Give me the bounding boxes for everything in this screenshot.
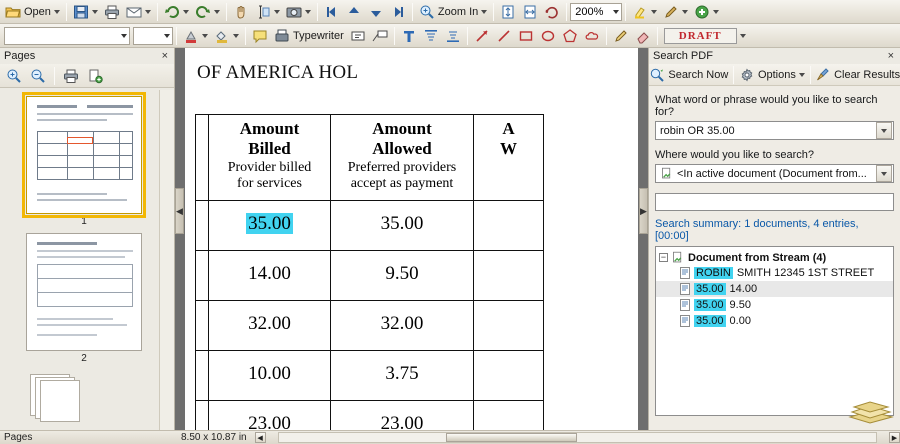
broom-icon (815, 67, 831, 83)
toolbar-separator (467, 27, 468, 45)
pencil-tool-button[interactable] (610, 26, 632, 46)
thumbnail-number: 1 (81, 216, 87, 227)
gear-icon (739, 67, 755, 83)
first-page-icon (324, 4, 340, 20)
redo-button[interactable] (192, 2, 223, 22)
table-row (196, 401, 544, 430)
scope-dropdown-button[interactable] (876, 165, 892, 182)
chevron-down-icon[interactable] (274, 10, 280, 14)
search-summary: Search summary: 1 documents, 4 entries, [00:00] (655, 218, 859, 242)
page-icon (680, 283, 690, 295)
toolbar-separator (733, 66, 734, 84)
line-icon (496, 28, 512, 44)
cell-amount-allowed: 9.50 (331, 251, 474, 301)
hand-tool-button[interactable] (230, 2, 252, 22)
search-panel (648, 48, 900, 430)
chevron-down-icon[interactable] (481, 10, 487, 14)
magnifier-plus-icon (6, 68, 22, 84)
query-label: What word or phrase would you like to search for? (655, 94, 878, 118)
search-result-item[interactable] (656, 297, 893, 313)
header-amount-allowed-line2: Allowed (372, 138, 432, 158)
speech-bubble-icon (252, 28, 268, 44)
chevron-down-icon[interactable] (145, 10, 151, 14)
page-icon (680, 315, 690, 327)
cell-third (474, 301, 544, 351)
undo-icon (164, 4, 180, 20)
highlighter-icon (632, 4, 648, 20)
search-result-item[interactable] (656, 281, 893, 297)
row-label-cell (196, 301, 209, 351)
toolbar-separator (657, 27, 658, 45)
chevron-down-icon (881, 172, 887, 176)
cell-amount-billed: 10.00 (209, 351, 331, 401)
select-tool-button[interactable] (252, 2, 283, 22)
results-root-label: Document from Stream (4) (688, 251, 827, 264)
email-button[interactable] (123, 2, 154, 22)
results-root-node[interactable] (656, 250, 893, 265)
page-icon (680, 299, 690, 311)
save-icon (73, 4, 89, 20)
main-toolbar (0, 0, 900, 24)
format-text-button[interactable] (398, 26, 420, 46)
text-box-button[interactable] (347, 26, 369, 46)
line-tool-button[interactable] (493, 26, 515, 46)
result-context-text: SMITH 12345 1ST STREET (736, 267, 875, 279)
toolbar-separator (245, 27, 246, 45)
last-page-icon (390, 4, 406, 20)
clear-results-label: Clear Results (834, 68, 900, 81)
next-page-button[interactable] (365, 2, 387, 22)
search-scope-combo[interactable] (655, 164, 894, 183)
polygon-tool-button[interactable] (559, 26, 581, 46)
cloud-icon (584, 28, 600, 44)
arrow-down-icon (368, 4, 384, 20)
undo-button[interactable] (161, 2, 192, 22)
clear-results-button[interactable] (818, 65, 900, 85)
magnifier-plus-icon (419, 4, 435, 20)
ellipse-tool-button[interactable] (537, 26, 559, 46)
page-icon (680, 267, 690, 279)
cloud-tool-button[interactable] (581, 26, 603, 46)
chevron-down-icon[interactable] (799, 73, 805, 77)
text-box-icon (350, 28, 366, 44)
last-page-button[interactable] (387, 2, 409, 22)
blue-T-icon (401, 28, 417, 44)
camera-icon (286, 4, 302, 20)
chevron-down-icon[interactable] (651, 10, 657, 14)
eraser-icon (635, 28, 651, 44)
header-amount-allowed-line1: Amount (372, 119, 432, 138)
green-plus-icon (694, 4, 710, 20)
cell-amount-allowed: 23.00 (331, 401, 474, 430)
scope-label: Where would you like to search? (655, 149, 814, 161)
header-amount-billed-line2: Billed (248, 138, 291, 158)
collapse-search-pane-handle[interactable]: ▶ (639, 188, 648, 234)
page-thumbnail-2[interactable] (26, 233, 142, 351)
align-top-button[interactable] (420, 26, 442, 46)
chevron-down-icon[interactable] (121, 34, 127, 38)
rectangle-icon (518, 28, 534, 44)
search-now-button[interactable] (652, 65, 729, 85)
cell-amount-billed: 14.00 (209, 251, 331, 301)
toolbar-separator (810, 66, 811, 84)
zoom-in-button[interactable] (416, 2, 490, 22)
hand-icon (233, 4, 249, 20)
folder-open-icon (5, 4, 21, 20)
typewriter-button[interactable] (271, 26, 347, 46)
snapshot-button[interactable] (283, 2, 314, 22)
toolbar-separator (606, 27, 607, 45)
ellipse-icon (540, 28, 556, 44)
chevron-down-icon[interactable] (183, 10, 189, 14)
header-amount-allowed-sub2: accept as payment (350, 176, 454, 192)
stamp-button[interactable] (661, 26, 749, 46)
typewriter-icon (274, 28, 290, 44)
printer-icon (104, 4, 120, 20)
toolbar-separator (566, 3, 567, 21)
query-dropdown-button[interactable] (876, 122, 892, 139)
chevron-down-icon[interactable] (305, 10, 311, 14)
cell-third (474, 351, 544, 401)
chevron-down-icon[interactable] (54, 10, 60, 14)
scrollbar-thumb[interactable] (446, 433, 577, 442)
toolbar-separator (54, 67, 55, 85)
search-query-value[interactable]: robin OR 35.00 (660, 124, 735, 137)
open-button-label: Open (24, 5, 51, 18)
chevron-down-icon[interactable] (682, 10, 688, 14)
table-row (196, 301, 544, 351)
search-form (649, 86, 900, 416)
add-button[interactable] (691, 2, 722, 22)
previous-page-button[interactable] (343, 2, 365, 22)
arrow-icon (474, 28, 490, 44)
typewriter-label: Typewriter (293, 29, 344, 42)
page-thumbnail-1[interactable] (26, 96, 142, 214)
books-decoration-icon (848, 395, 894, 428)
zoom-level-value: 200% (575, 5, 604, 18)
pdf-page (185, 48, 638, 430)
row-label-cell (196, 351, 209, 401)
page-stack-decoration (30, 374, 90, 422)
chevron-down-icon[interactable] (233, 34, 239, 38)
comment-button[interactable] (249, 26, 271, 46)
magnifier-minus-icon (30, 68, 46, 84)
header-cell-blank (196, 115, 209, 201)
paint-bucket-icon (214, 28, 230, 44)
envelope-icon (126, 4, 142, 20)
header-third-line2: W (500, 138, 517, 158)
cell-amount-billed: 23.00 (209, 401, 331, 430)
header-cell-amount-billed (209, 115, 331, 201)
rotate-button[interactable] (541, 2, 563, 22)
collapse-icon[interactable]: − (660, 252, 667, 263)
collapse-pages-pane-handle[interactable]: ◀ (175, 188, 184, 234)
header-cell-amount-allowed (331, 115, 474, 201)
pen-icon (663, 4, 679, 20)
sign-button[interactable] (660, 2, 691, 22)
annotation-toolbar (0, 24, 900, 48)
scroll-right-button[interactable]: ▶ (889, 432, 900, 443)
eraser-tool-button[interactable] (632, 26, 654, 46)
header-cell-amount-withheld (474, 115, 544, 201)
insert-pages-button[interactable] (84, 66, 106, 86)
color-swatch-icon (183, 28, 199, 44)
align-bottom-icon (445, 28, 461, 44)
toolbar-separator (317, 3, 318, 21)
thumbnail-scrollbar[interactable] (159, 90, 174, 430)
cell-amount-allowed: 32.00 (331, 301, 474, 351)
status-center (175, 432, 900, 443)
table-header-row (196, 115, 544, 201)
chevron-down-icon[interactable] (740, 34, 746, 38)
search-extra-field[interactable] (655, 193, 894, 211)
fit-page-button[interactable] (497, 2, 519, 22)
rectangle-tool-button[interactable] (515, 26, 537, 46)
arrow-up-icon (346, 4, 362, 20)
toolbar-separator (226, 3, 227, 21)
chevron-down-icon[interactable] (214, 10, 220, 14)
first-page-button[interactable] (321, 2, 343, 22)
toolbar-separator (493, 3, 494, 21)
search-results-tree[interactable] (655, 246, 894, 416)
highlight-button[interactable] (629, 2, 660, 22)
page-insert-icon (87, 68, 103, 84)
callout-button[interactable] (369, 26, 391, 46)
toolbar-separator (66, 3, 67, 21)
thumbnail-list[interactable] (0, 90, 174, 430)
result-match-text: 35.00 (696, 283, 724, 295)
chevron-down-icon[interactable] (92, 10, 98, 14)
close-icon[interactable]: × (887, 50, 894, 62)
cell-amount-allowed: 3.75 (331, 351, 474, 401)
zoom-in-thumbnails-button[interactable] (3, 66, 25, 86)
fill-color-button[interactable] (211, 26, 242, 46)
polygon-icon (562, 28, 578, 44)
result-context-text: 9.50 (729, 299, 751, 311)
table-row (196, 251, 544, 301)
text-select-icon (255, 4, 271, 20)
redo-icon (195, 4, 211, 20)
scroll-left-button[interactable]: ◀ (255, 432, 266, 443)
status-bar (0, 430, 900, 444)
search-toolbar (649, 64, 900, 86)
thumbnail-number: 2 (81, 353, 87, 364)
print-pages-button[interactable] (60, 66, 82, 86)
printer-icon (63, 68, 79, 84)
header-amount-billed-sub2: for services (237, 176, 302, 192)
chevron-down-icon[interactable] (202, 34, 208, 38)
header-third-line1: A (502, 119, 515, 138)
callout-icon (372, 28, 388, 44)
cell-third (474, 401, 544, 430)
align-bottom-button[interactable] (442, 26, 464, 46)
result-context-text: 14.00 (729, 283, 758, 295)
text-color-button[interactable] (180, 26, 211, 46)
toolbar-separator (394, 27, 395, 45)
header-amount-billed-sub1: Provider billed (227, 160, 312, 176)
toolbar-separator (412, 3, 413, 21)
table-row (196, 201, 544, 251)
chevron-down-icon[interactable] (713, 10, 719, 14)
horizontal-scrollbar[interactable] (278, 432, 877, 443)
document-icon (660, 167, 673, 180)
search-highlight: 35.00 (248, 213, 291, 235)
page-size-label: 8.50 x 10.87 in (181, 432, 247, 443)
draft-stamp-label: DRAFT (664, 28, 737, 44)
pages-panel (0, 48, 175, 430)
fit-width-button[interactable] (519, 2, 541, 22)
thumbnail-item[interactable] (4, 233, 164, 364)
font-size-combo[interactable] (133, 27, 173, 45)
fit-page-icon (500, 4, 516, 20)
cell-amount-allowed: 35.00 (331, 201, 474, 251)
zoom-in-label: Zoom In (437, 5, 479, 18)
toolbar-separator (625, 3, 626, 21)
cell-amount-billed (209, 201, 331, 251)
document-view[interactable] (175, 48, 648, 430)
status-pages-label: Pages (4, 432, 33, 443)
search-icon (649, 67, 665, 83)
header-amount-allowed-sub1: Preferred providers (347, 160, 457, 176)
cell-third (474, 251, 544, 301)
document-heading: OF AMERICA HOL (197, 62, 359, 83)
table-row (196, 351, 544, 401)
search-query-combo[interactable] (655, 121, 894, 140)
result-match-text: 35.00 (696, 315, 724, 327)
row-label-cell (196, 251, 209, 301)
search-now-label: Search Now (668, 68, 729, 81)
zoom-out-thumbnails-button[interactable] (27, 66, 49, 86)
search-result-item[interactable] (656, 313, 893, 329)
search-scope-value[interactable]: <In active document (Document from... (677, 167, 867, 180)
print-button[interactable] (101, 2, 123, 22)
chevron-down-icon[interactable] (613, 10, 619, 14)
rotate-icon (544, 4, 560, 20)
pages-toolbar (0, 64, 174, 88)
toolbar-separator (157, 3, 158, 21)
result-context-text: 0.00 (729, 315, 751, 327)
options-button[interactable] (741, 65, 804, 85)
search-panel-title: Search PDF (653, 50, 713, 62)
chevron-down-icon[interactable] (164, 34, 170, 38)
search-panel-header (649, 48, 900, 64)
result-match-text: ROBIN (696, 267, 731, 279)
claims-table (195, 114, 544, 430)
cell-third (474, 201, 544, 251)
zoom-level-combo[interactable] (570, 3, 622, 21)
cell-amount-billed: 32.00 (209, 301, 331, 351)
open-button[interactable] (2, 2, 63, 22)
toolbar-separator (176, 27, 177, 45)
save-button[interactable] (70, 2, 101, 22)
chevron-down-icon (881, 129, 887, 133)
pages-panel-header (0, 48, 174, 64)
search-result-item[interactable] (656, 265, 893, 281)
document-icon (671, 251, 684, 264)
align-top-icon (423, 28, 439, 44)
row-label-cell (196, 201, 209, 251)
row-label-cell (196, 401, 209, 430)
thumbnail-item[interactable] (4, 96, 164, 227)
close-icon[interactable]: × (161, 50, 168, 62)
header-amount-billed-line1: Amount (239, 119, 300, 138)
result-match-text: 35.00 (696, 299, 724, 311)
pages-panel-title: Pages (4, 50, 36, 62)
font-combo[interactable] (4, 27, 130, 45)
options-label: Options (757, 68, 796, 81)
fit-width-icon (522, 4, 538, 20)
pencil-icon (613, 28, 629, 44)
arrow-tool-button[interactable] (471, 26, 493, 46)
